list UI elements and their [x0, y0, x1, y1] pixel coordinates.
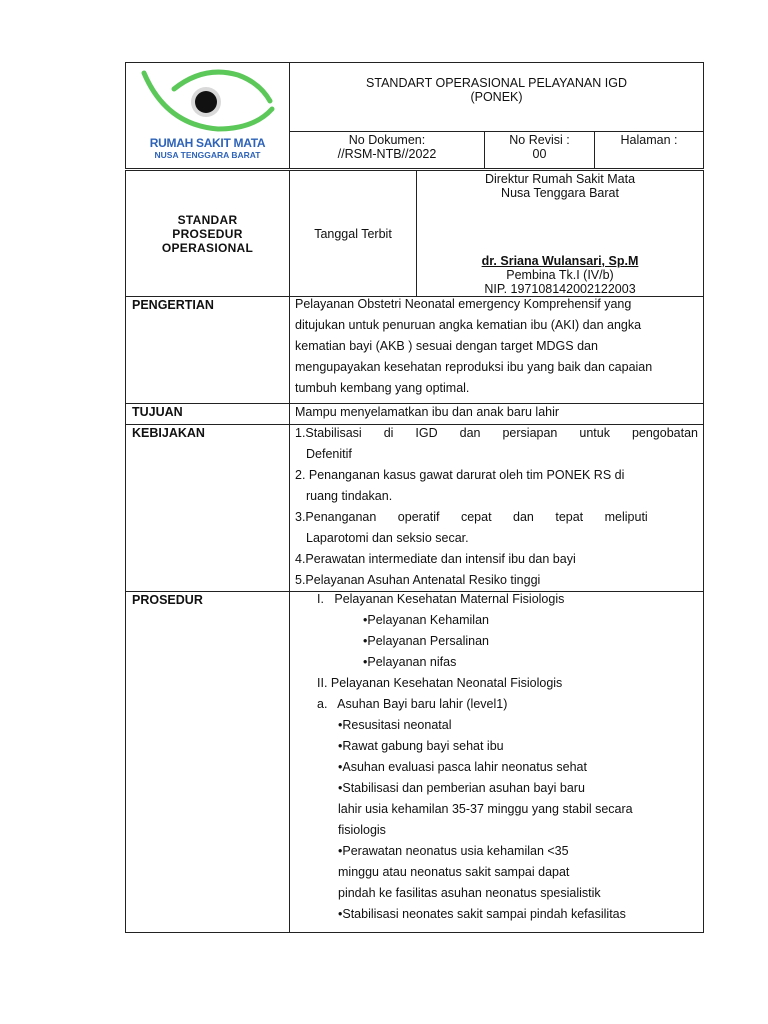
prosedur-line: lahir usia kehamilan 35-37 minggu yang stabil secara: [338, 802, 633, 816]
document-subtitle: (PONEK): [470, 90, 523, 104]
prosedur-label: PROSEDUR: [132, 593, 203, 607]
kebijakan-line: Laparotomi dan seksio secar.: [306, 531, 469, 545]
kebijakan-label-cell: [126, 425, 290, 592]
prosedur-line: II. Pelayanan Kesehatan Neonatal Fisiologis: [317, 676, 563, 690]
sop-label-1: STANDAR: [177, 212, 238, 227]
prosedur-line: •Pelayanan Kehamilan: [363, 613, 489, 627]
doc-number-cell: [290, 132, 485, 169]
kebijakan-line: 1.Stabilisasi di IGD dan persiapan untuk pengobatan: [295, 426, 698, 440]
signer-name: dr. Sriana Wulansari, Sp.M: [481, 254, 639, 268]
kebijakan-label: KEBIJAKAN: [132, 426, 205, 440]
pengertian-line: mengupayakan kesehatan reproduksi ibu yang baik dan capaian: [295, 360, 653, 374]
document-title: STANDART OPERASIONAL PELAYANAN IGD: [366, 76, 627, 90]
pengertian-line: kematian bayi (AKB ) sesuai dengan target MDGS dan: [295, 339, 598, 353]
pengertian-label: PENGERTIAN: [132, 298, 214, 312]
kebijakan-line: ruang tindakan.: [306, 489, 393, 503]
prosedur-line: fisiologis: [338, 823, 386, 837]
sop-body-table: [125, 170, 704, 933]
prosedur-line: •Stabilisasi dan pemberian asuhan bayi baru: [338, 781, 585, 795]
prosedur-line: •Resusitasi neonatal: [338, 718, 452, 732]
issue-date-cell: [290, 171, 417, 297]
prosedur-line: pindah ke fasilitas asuhan neonatus spesialistik: [338, 886, 601, 900]
doc-number-label: No Dokumen:: [348, 133, 426, 147]
director-signature-cell: [417, 171, 704, 297]
tujuan-label-cell: [126, 404, 290, 425]
sop-label-cell: [126, 171, 290, 297]
director-region: Nusa Tenggara Barat: [501, 186, 619, 200]
pengertian-line: Pelayanan Obstetri Neonatal emergency Komprehensif yang: [295, 297, 632, 311]
pengertian-content: [290, 297, 704, 404]
prosedur-line: minggu atau neonatus sakit sampai dapat: [338, 865, 570, 879]
header-table: [125, 62, 704, 169]
prosedur-line: I. Pelayanan Kesehatan Maternal Fisiologis: [317, 592, 565, 606]
tujuan-text: Mampu menyelamatkan ibu dan anak baru lahir: [295, 405, 560, 419]
pengertian-line: ditujukan untuk penuruan angka kematian ibu (AKI) dan angka: [295, 318, 642, 332]
logo-cell: [126, 63, 290, 169]
document-title-cell: [290, 63, 704, 132]
director-title: Direktur Rumah Sakit Mata: [484, 172, 636, 186]
signer-nip: NIP. 197108142002122003: [484, 282, 636, 296]
kebijakan-line: 5.Pelayanan Asuhan Antenatal Resiko tinggi: [295, 573, 541, 587]
revision-cell: [485, 132, 595, 169]
kebijakan-line: Defenitif: [306, 447, 352, 461]
tujuan-label: TUJUAN: [132, 405, 183, 419]
sop-label-3: OPERASIONAL: [161, 240, 254, 255]
prosedur-line: •Perawatan neonatus usia kehamilan <35: [338, 844, 569, 858]
page-cell: [595, 132, 704, 169]
revision-value: 00: [532, 147, 547, 161]
prosedur-line: •Asuhan evaluasi pasca lahir neonatus sehat: [338, 760, 587, 774]
page-label: Halaman :: [620, 133, 678, 147]
prosedur-line: •Rawat gabung bayi sehat ibu: [338, 739, 504, 753]
pengertian-label-cell: [126, 297, 290, 404]
signer-rank: Pembina Tk.I (IV/b): [506, 268, 614, 282]
issue-date-label: Tanggal Terbit: [314, 226, 392, 241]
doc-number-value: //RSM-NTB//2022: [337, 147, 437, 161]
sop-label-2: PROSEDUR: [172, 226, 243, 241]
revision-label: No Revisi :: [509, 133, 570, 147]
prosedur-line: •Stabilisasi neonates sakit sampai pindah kefasilitas: [338, 907, 626, 921]
prosedur-label-cell: [126, 592, 290, 933]
logo-name: RUMAH SAKIT MATA: [149, 136, 266, 150]
tujuan-content: [290, 404, 704, 425]
logo-region: NUSA TENGGARA BARAT: [154, 150, 261, 160]
prosedur-line: a. Asuhan Bayi baru lahir (level1): [317, 697, 508, 711]
kebijakan-content: [290, 425, 704, 592]
kebijakan-line: 2. Penanganan kasus gawat darurat oleh tim PONEK RS di: [295, 468, 625, 482]
kebijakan-line: 4.Perawatan intermediate dan intensif ibu dan bayi: [295, 552, 576, 566]
prosedur-line: •Pelayanan Persalinan: [363, 634, 489, 648]
pengertian-line: tumbuh kembang yang optimal.: [295, 381, 470, 395]
kebijakan-line: 3.Penanganan operatif cepat dan tepat meliputi: [295, 510, 648, 524]
prosedur-content: [290, 592, 704, 933]
prosedur-line: •Pelayanan nifas: [363, 655, 457, 669]
